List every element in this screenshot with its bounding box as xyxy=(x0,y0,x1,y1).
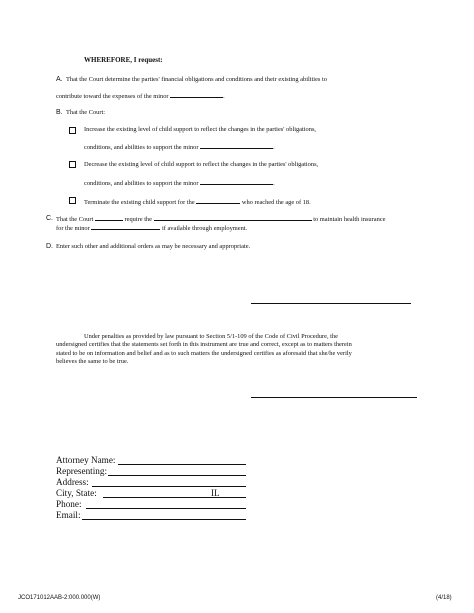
address-label: Address: xyxy=(56,477,89,487)
increase-support-line1: Increase the existing level of child support to reflect the changes in the parties' obligations, xyxy=(84,126,317,133)
increase-minor-blank[interactable] xyxy=(200,142,273,149)
terminate-support-checkbox[interactable] xyxy=(69,197,76,204)
increase-support-checkbox[interactable] xyxy=(69,127,76,134)
section-c-letter: C. xyxy=(46,215,53,222)
terminate-minor-blank[interactable] xyxy=(196,197,240,204)
attorney-name-label: Attorney Name: xyxy=(56,455,116,465)
section-c-text-b: require the xyxy=(124,216,153,223)
terminate-support-text: Terminate the existing child support for the xyxy=(84,199,195,206)
certification-signature-line[interactable] xyxy=(251,397,417,398)
wherefore-heading: WHEREFORE, I request: xyxy=(84,56,163,64)
section-c-text-a: That the Court xyxy=(56,216,94,223)
section-a-line1: That the Court determine the parties' financial obligations and conditions and their existing abilities to xyxy=(66,76,327,83)
section-c-text-c: to maintain health insurance xyxy=(313,216,386,223)
phone-label: Phone: xyxy=(56,499,82,509)
decrease-period: . xyxy=(273,180,275,187)
decrease-support-line1: Decrease the existing level of child support to reflect the changes in the parties' obligations, xyxy=(84,161,319,168)
decrease-minor-blank[interactable] xyxy=(200,178,273,185)
section-c-line2 xyxy=(56,223,247,233)
attorney-name-field[interactable] xyxy=(118,464,246,465)
section-c-text-e: if available through employment. xyxy=(161,225,248,232)
minor-expenses-blank[interactable] xyxy=(170,91,223,98)
certification-line3: stated to be on information and belief and as to such matters the undersigned certifies as aforesaid that she/he verily xyxy=(56,350,352,357)
section-c-text-d: for the minor xyxy=(56,225,90,232)
representing-label: Representing: xyxy=(56,466,108,476)
increase-support-line2 xyxy=(84,142,275,152)
party-insurance-blank[interactable] xyxy=(154,214,312,221)
city-state-label: City, State: xyxy=(56,488,97,498)
address-field[interactable] xyxy=(92,486,246,487)
email-label: Email: xyxy=(56,510,81,520)
increase-period: . xyxy=(273,144,275,151)
decrease-support-line2 xyxy=(84,178,275,188)
section-d-letter: D. xyxy=(46,243,53,250)
certification-line1: Under penalties as provided by law pursuant to Section 5/1-109 of the Code of Civil Procedure, the xyxy=(84,333,338,340)
petitioner-signature-line[interactable] xyxy=(251,303,411,304)
terminate-support-age-text: who reached the age of 18. xyxy=(241,199,311,206)
section-a-letter: A. xyxy=(56,76,63,83)
increase-support-line2-text: conditions, and abilities to support the minor xyxy=(84,144,199,151)
certification-line4: believes the same to be true. xyxy=(56,358,129,365)
city-state-field[interactable] xyxy=(103,497,246,498)
decrease-support-line2-text: conditions, and abilities to support the minor xyxy=(84,180,199,187)
section-a-period: . xyxy=(223,93,225,100)
phone-field[interactable] xyxy=(86,508,246,509)
state-value: IL xyxy=(211,488,220,498)
revision-date: (4/18) xyxy=(436,595,452,601)
insurance-minor-blank[interactable] xyxy=(91,223,160,230)
section-b-intro: That the Court: xyxy=(66,109,106,116)
terminate-support-line xyxy=(84,197,311,207)
form-code: JCO171012AAB-2:000.000(W) xyxy=(18,595,101,601)
section-b-letter: B. xyxy=(56,109,63,116)
certification-line2: undersigned certifies that the statements set forth in this instrument are true and correct, except as to matters therein xyxy=(56,341,352,348)
decrease-support-checkbox[interactable] xyxy=(69,161,76,168)
representing-field[interactable] xyxy=(108,475,246,476)
court-shall-blank[interactable] xyxy=(95,214,123,221)
email-field[interactable] xyxy=(82,519,246,520)
section-d-text: Enter such other and additional orders as may be necessary and appropriate. xyxy=(56,243,251,250)
section-a-line2-text: contribute toward the expenses of the minor xyxy=(56,93,169,100)
section-a-line2 xyxy=(56,91,225,101)
